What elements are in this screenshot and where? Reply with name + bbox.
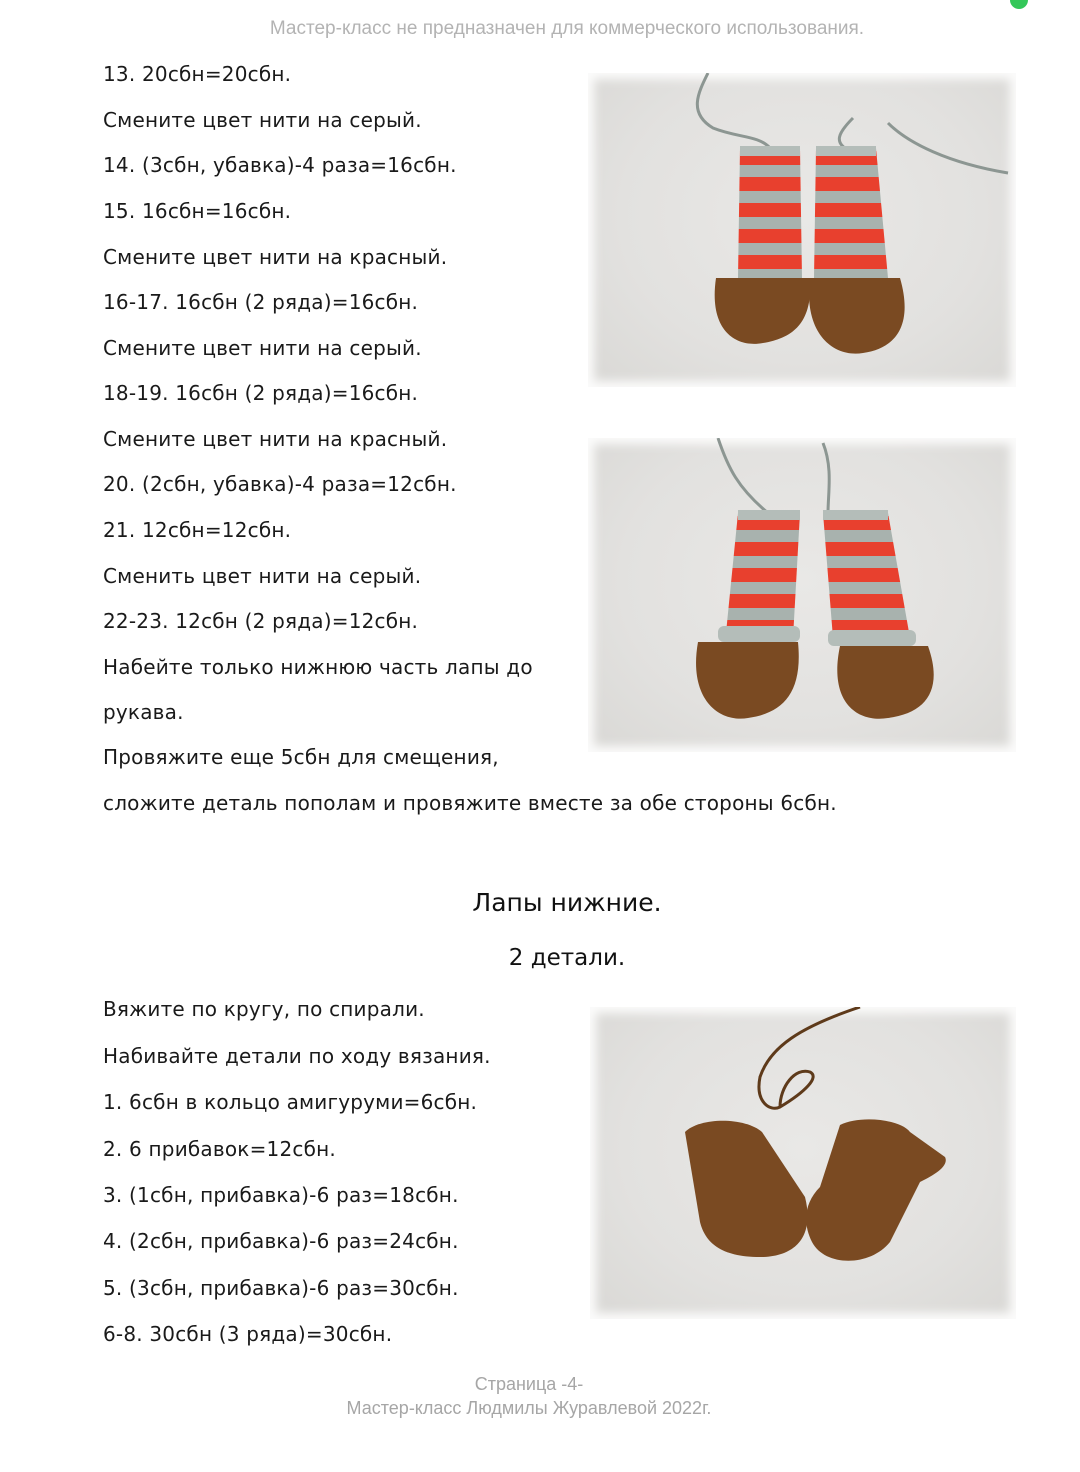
footer-credit: Мастер-класс Людмилы Журавлевой 2022г. <box>346 1398 712 1418</box>
instruction-line: 15. 16сбн=16сбн. <box>103 199 292 223</box>
instruction-line: 20. (2сбн, убавка)-4 раза=12сбн. <box>103 472 457 496</box>
instruction-line: 5. (3сбн, прибавка)-6 раз=30сбн. <box>103 1276 459 1300</box>
usage-notice: Мастер-класс не предназначен для коммерческого использования. <box>269 18 865 39</box>
instruction-line: 21. 12сбн=12сбн. <box>103 518 292 542</box>
instruction-line: Сменить цвет нити на серый. <box>103 564 422 588</box>
striped-paws-photo-2 <box>588 438 1016 752</box>
instruction-line: рукава. <box>103 700 184 724</box>
instruction-line: 22-23. 12сбн (2 ряда)=12сбн. <box>103 609 419 633</box>
status-indicator-dot <box>1010 0 1028 9</box>
instruction-line: 18-19. 16сбн (2 ряда)=16сбн. <box>103 381 419 405</box>
instruction-line: 1. 6сбн в кольцо амигуруми=6сбн. <box>103 1090 478 1114</box>
instruction-line: Смените цвет нити на красный. <box>103 427 448 451</box>
crochet-feet-illustration <box>590 1007 1016 1319</box>
section-subtitle: 2 детали. <box>508 945 626 971</box>
crochet-paws-illustration <box>588 438 1016 752</box>
instruction-line: сложите деталь пополам и провяжите вместе за обе стороны 6сбн. <box>103 791 837 815</box>
instruction-line: 13. 20сбн=20сбн. <box>103 62 292 86</box>
instruction-line: Провяжите еще 5сбн для смещения, <box>103 745 499 769</box>
section-title: Лапы нижние. <box>472 888 662 917</box>
crochet-paws-illustration <box>588 73 1016 387</box>
instruction-line: 14. (3сбн, убавка)-4 раза=16сбн. <box>103 153 457 177</box>
page-number: Страница -4- <box>474 1374 584 1394</box>
instruction-line: Смените цвет нити на серый. <box>103 108 422 132</box>
instruction-line: Вяжите по кругу, по спирали. <box>103 997 425 1021</box>
instruction-line: 2. 6 прибавок=12сбн. <box>103 1137 336 1161</box>
brown-feet-photo <box>590 1007 1016 1319</box>
instruction-line: Набейте только нижнюю часть лапы до <box>103 655 533 679</box>
instruction-line: 4. (2сбн, прибавка)-6 раз=24сбн. <box>103 1229 459 1253</box>
striped-paws-photo-1 <box>588 73 1016 387</box>
instruction-line: 16-17. 16сбн (2 ряда)=16сбн. <box>103 290 419 314</box>
instruction-line: 3. (1сбн, прибавка)-6 раз=18сбн. <box>103 1183 459 1207</box>
instruction-line: Смените цвет нити на серый. <box>103 336 422 360</box>
instruction-line: Смените цвет нити на красный. <box>103 245 448 269</box>
instruction-line: 6-8. 30сбн (3 ряда)=30сбн. <box>103 1322 393 1346</box>
instruction-line: Набивайте детали по ходу вязания. <box>103 1044 491 1068</box>
